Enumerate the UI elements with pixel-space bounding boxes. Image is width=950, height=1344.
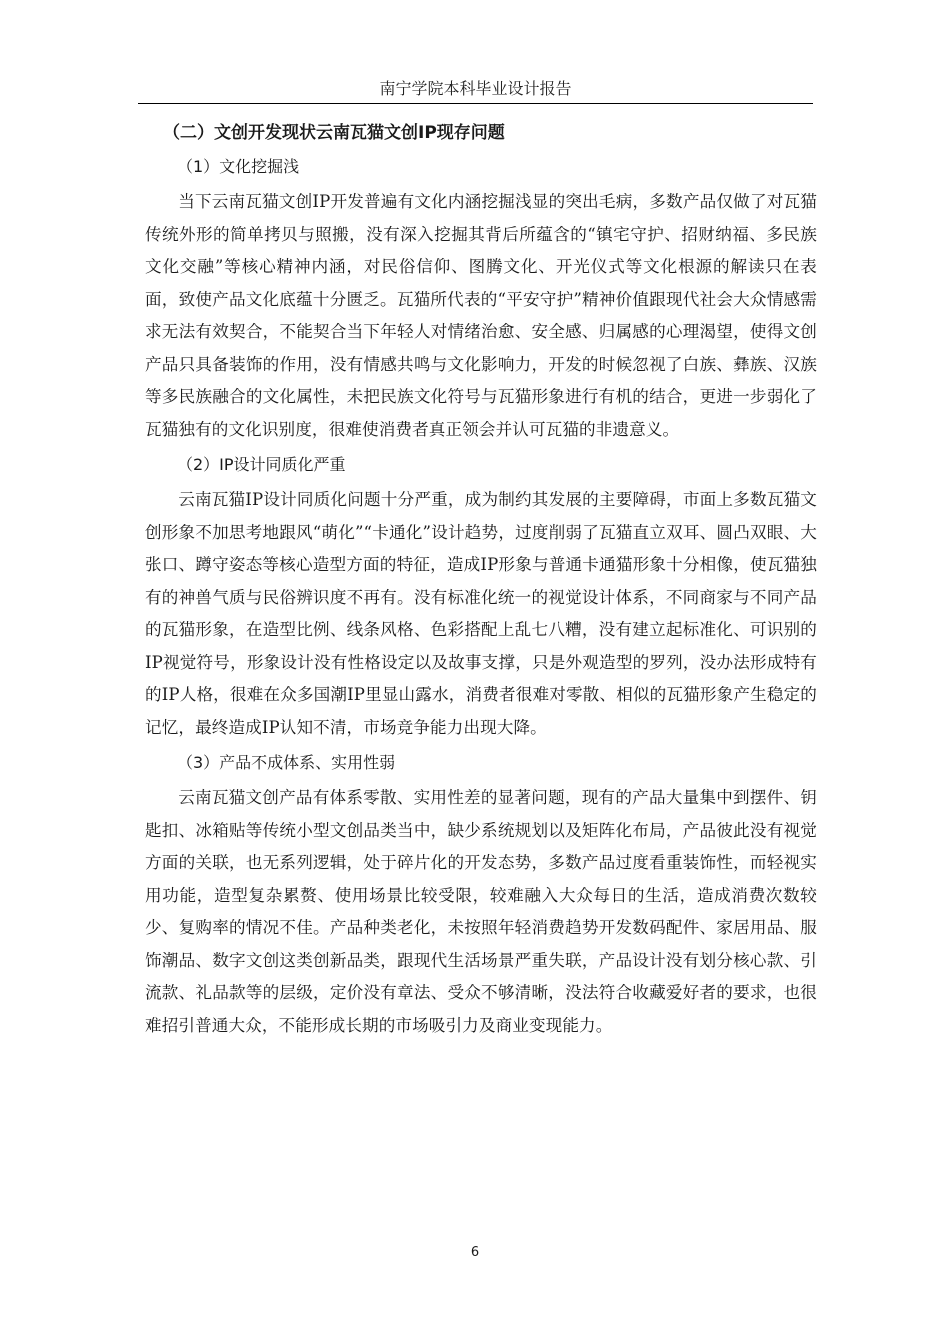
paragraph-culture: 当下云南瓦猫文创IP开发普遍有文化内涵挖掘浅显的突出毛病，多数产品仅做了对瓦猫传统外形的简单拷贝与照搬，没有深入挖掘其背后所蕴含的“镇宅守护、招财纳福、多民族文化交融”等核心精神内涵，对民俗信仰、图腾文化、开光仪式等文化根源的解读只在表面，致使产品文化底蕴十分匮乏。瓦猫所代表的“平安守护”精神价值跟现代社会大众情感需求无法有效契合，不能契合当下年轻人对情绪治愈、安全感、归属感的心理渴望，使得文创产品只具备装饰的作用，没有情感共鸣与文化影响力，开发的时候忽视了白族、彝族、汉族等多民族融合的文化属性，未把民族文化符号与瓦猫形象进行有机的结合，更进一步弱化了瓦猫独有的文化识别度，很难使消费者真正领会并认可瓦猫的非遗意义。 — [145, 192, 817, 439]
paragraph-homogeneity: 云南瓦猫IP设计同质化问题十分严重，成为制约其发展的主要障碍，市面上多数瓦猫文创形象不加思考地跟风“萌化”“卡通化”设计趋势，过度削弱了瓦猫直立双耳、圆凸双眼、大张口、蹲守姿态等核心造型方面的特征，造成IP形象与普通卡通猫形象十分相像，使瓦猫独有的神兽气质与民俗辨识度不再有。没有标准化统一的视觉设计体系，不同商家与不同产品的瓦猫形象，在造型比例、线条风格、色彩搭配上乱七八糟，没有建立起标准化、可识别的IP视觉符号，形象设计没有性格设定以及故事支撑，只是外观造型的罗列，没办法形成特有的IP人格，很难在众多国潮IP里显山露水，消费者很难对零散、相似的瓦猫形象产生稳定的记忆，最终造成IP认知不清，市场竞争能力出现大降。 — [145, 490, 817, 737]
page-header: 南宁学院本科毕业设计报告 — [379, 79, 572, 98]
document-body — [145, 118, 817, 1046]
paragraph-product-system: 云南瓦猫文创产品有体系零散、实用性差的显著问题，现有的产品大量集中到摆件、钥匙扣、冰箱贴等传统小型文创品类当中，缺少系统规划以及矩阵化布局，产品彼此没有视觉方面的关联，也无系列逻辑，处于碎片化的开发态势，多数产品过度看重装饰性，而轻视实用功能，造型复杂累赘、使用场景比较受限，较难融入大众每日的生活，造成消费次数较少、复购率的情况不佳。产品种类老化，未按照年轻消费趋势开发数码配件、家居用品、服饰潮品、数字文创这类创新品类，跟现代生活场景严重失联，产品设计没有划分核心款、引流款、礼品款等的层级，定价没有章法、受众不够清晰，没法符合收藏爱好者的要求，也很难招引普通大众，不能形成长期的市场吸引力及商业变现能力。 — [145, 788, 817, 1035]
subsection-heading-product-system: （3）产品不成体系、实用性弱 — [177, 753, 396, 772]
subsection-heading-culture: （1）文化挖掘浅 — [177, 157, 300, 176]
subsection-heading-homogeneity: （2）IP设计同质化严重 — [177, 455, 346, 474]
page-number: 6 — [470, 1245, 480, 1260]
header-divider — [138, 103, 813, 104]
section-heading: （二）文创开发现状云南瓦猫文创IP现存问题 — [163, 123, 505, 143]
